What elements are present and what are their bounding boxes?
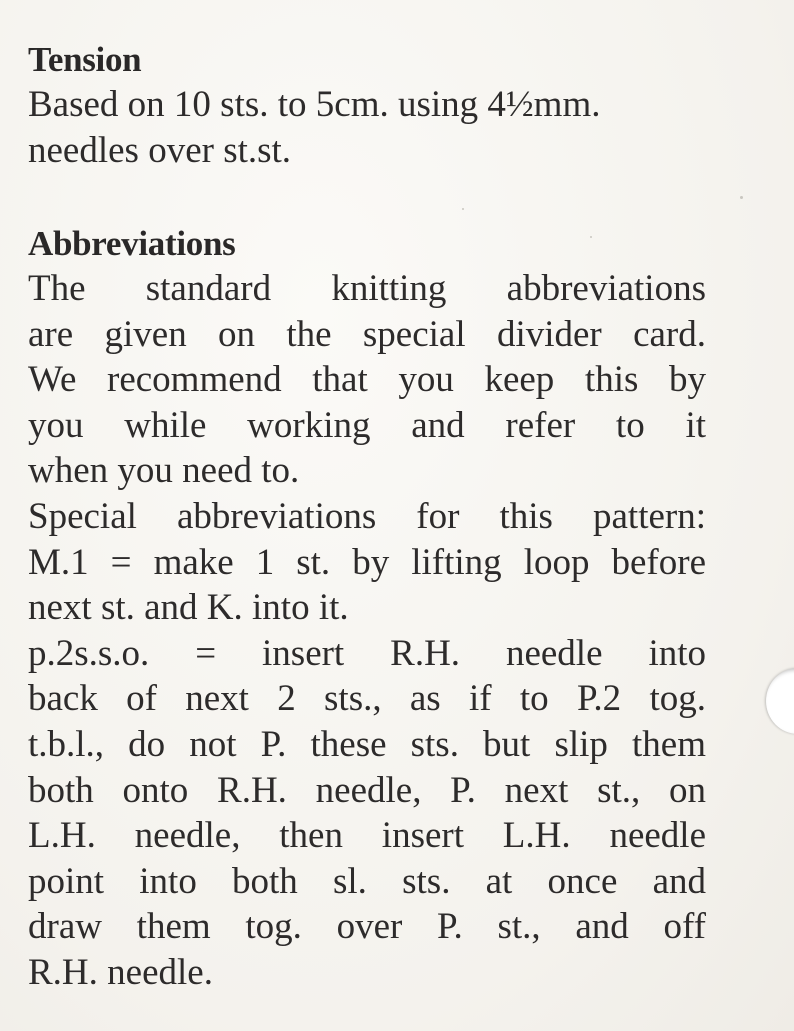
abbreviations-line-7: M.1 = make 1 st. by lifting loop before <box>28 541 706 583</box>
abbreviations-line-4: you while working and refer to it <box>28 404 706 446</box>
abbreviations-heading: Abbreviations <box>28 224 236 263</box>
tension-line-2: needles over st.st. <box>28 129 292 171</box>
abbreviations-line-12: both onto R.H. needle, P. next st., on <box>28 769 706 811</box>
tension-line-1: Based on 10 sts. to 5cm. using 4½mm. <box>28 84 601 125</box>
abbreviations-line-11: t.b.l., do not P. these sts. but slip them <box>28 723 706 765</box>
tension-section <box>28 38 600 173</box>
paper-speck <box>462 208 464 210</box>
abbreviations-line-16: R.H. needle. <box>28 951 213 993</box>
binder-punch-hole <box>766 668 794 734</box>
abbreviations-line-15: draw them tog. over P. st., and off <box>28 906 706 948</box>
abbreviations-section <box>28 222 706 996</box>
abbreviations-line-1: The standard knitting abbreviations <box>28 268 706 309</box>
tension-heading: Tension <box>28 40 142 79</box>
abbreviations-line-3: We recommend that you keep this by <box>28 359 706 401</box>
paper-speck <box>740 196 743 199</box>
abbreviations-line-13: L.H. needle, then insert L.H. needle <box>28 815 706 857</box>
abbreviations-line-9: p.2s.s.o. = insert R.H. needle into <box>28 632 706 674</box>
paper-speck <box>590 236 592 238</box>
abbreviations-line-8: next st. and K. into it. <box>28 587 349 629</box>
abbreviations-line-5: when you need to. <box>28 450 300 492</box>
abbreviations-line-14: point into both sl. sts. at once and <box>28 860 706 902</box>
abbreviations-line-10: back of next 2 sts., as if to P.2 tog. <box>28 678 706 720</box>
abbreviations-line-6: Special abbreviations for this pattern: <box>28 495 706 537</box>
abbreviations-line-2: are given on the special divider card. <box>28 313 706 355</box>
